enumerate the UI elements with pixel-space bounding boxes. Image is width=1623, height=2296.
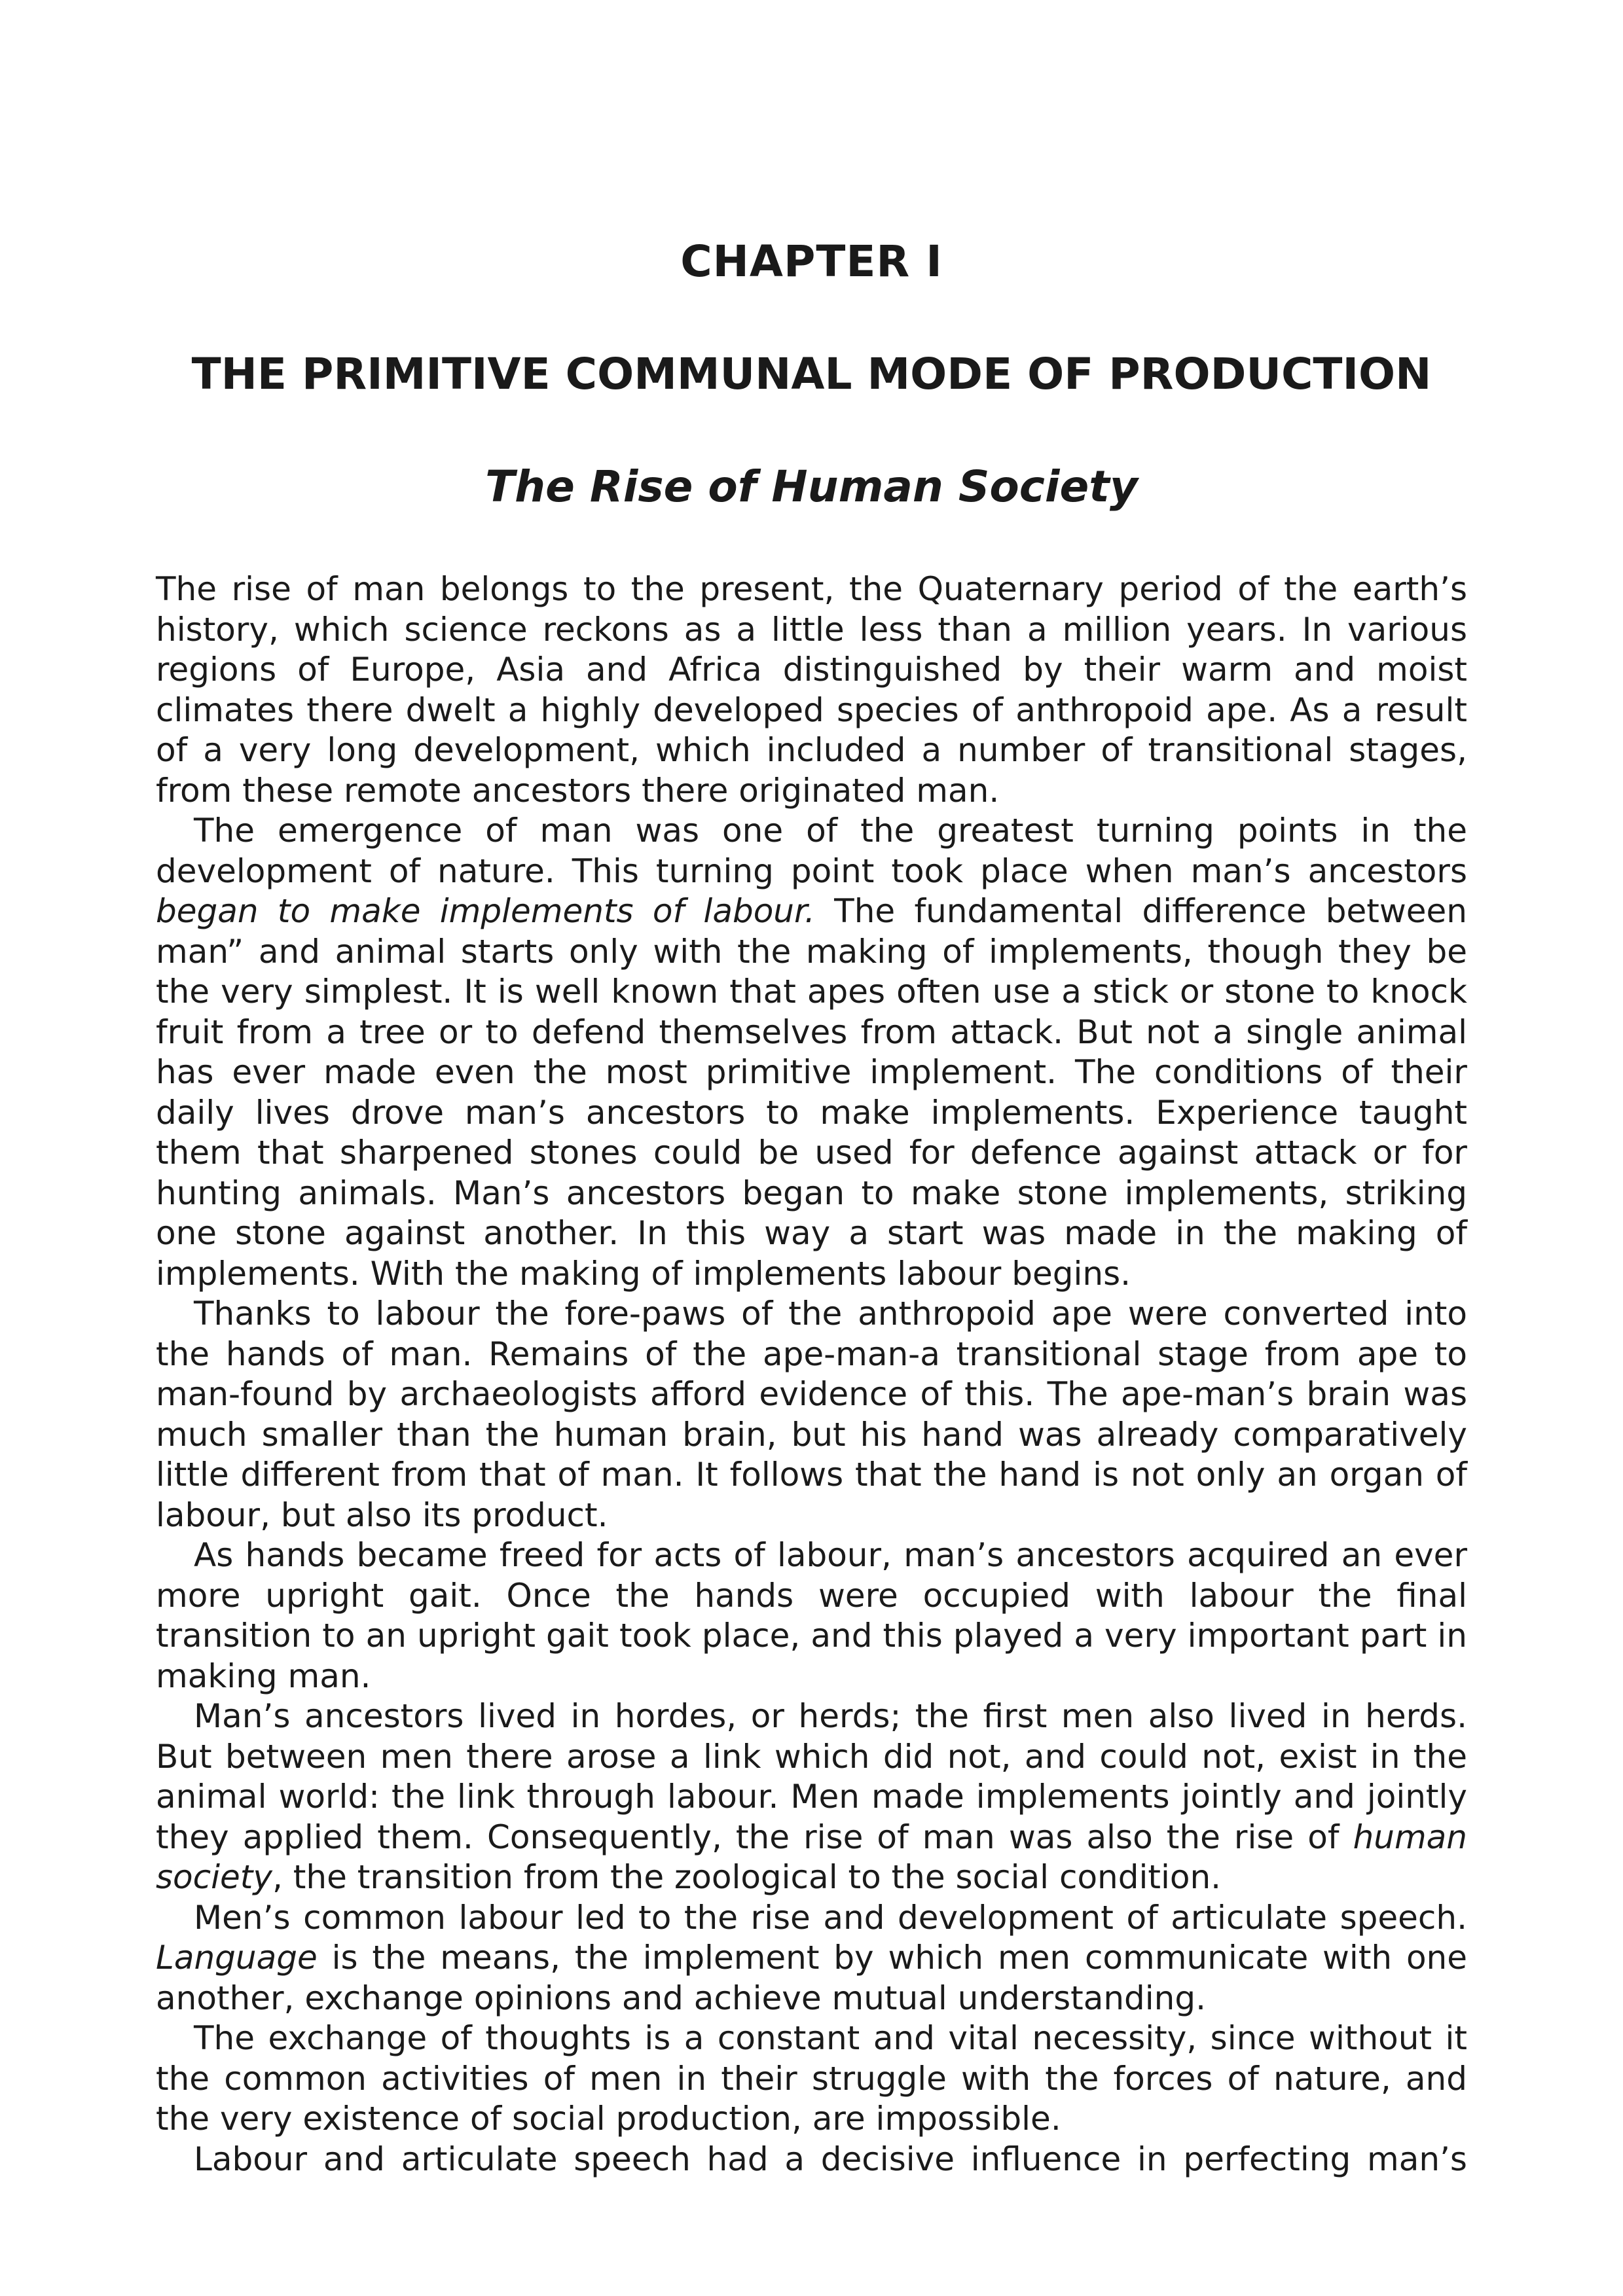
page bbox=[156, 236, 1467, 2179]
chapter-title: THE PRIMITIVE COMMUNAL MODE OF PRODUCTION bbox=[191, 349, 1432, 399]
paragraph-6 bbox=[156, 1898, 1467, 2019]
paragraph-6-text-a: Men’s common labour led to the rise and development of articulate speech. bbox=[194, 1898, 1467, 1937]
paragraph-7: The exchange of thoughts is a constant and vital necessity, since without it the common activities of men in their struggle with the forces of nature, and the very existence of social production, are impossible. bbox=[156, 2019, 1467, 2138]
chapter-label: CHAPTER I bbox=[680, 236, 943, 287]
paragraph-5-text-a: Man’s ancestors lived in hordes, or herds; the first men also lived in herds. But between men there arose a link which did not, and could not, exist in the animal world: the link through labour. Men made implements jointly and jointly they applied them. Consequently, the rise of man was also the rise of bbox=[156, 1697, 1467, 1856]
paragraph-5-emphasis: human society bbox=[156, 1818, 1467, 1896]
paragraph-2 bbox=[156, 811, 1467, 1294]
paragraph-8: Labour and articulate speech had a decisive influence in perfecting man’s bbox=[194, 2140, 1467, 2178]
paragraph-4: As hands became freed for acts of labour, man’s ancestors acquired an ever more upright gait. Once the hands were occupied with labour the final transition to an upright gait took place, and this played a very important part in making man. bbox=[156, 1536, 1467, 1695]
paragraph-2-text-a: The emergence of man was one of the greatest turning points in the development of nature. This turning point took place when man’s ancestors bbox=[156, 812, 1467, 890]
paragraph-3: Thanks to labour the fore-paws of the anthropoid ape were converted into the hands of man. Remains of the ape-man-a transitional stage from ape to man-found by archaeologists afford evidence of this. The ape-man’s brain was much smaller than the human brain, but his hand was already comparatively little different from that of man. It follows that the hand is not only an organ of labour, but also its product. bbox=[156, 1295, 1467, 1534]
paragraph-6-emphasis: Language bbox=[156, 1939, 318, 1977]
paragraph-1: The rise of man belongs to the present, the Quaternary period of the earth’s history, which science reckons as a little less than a million years. In various regions of Europe, Asia and Africa distinguished by their warm and moist climates there dwelt a highly developed species of anthropoid ape. As a result of a very long development, which included a number of transitional stages, from these remote ancestors there originated man. bbox=[156, 570, 1467, 810]
paragraph-6-text-b: is the means, the implement by which men communicate with one another, exchange opinions and achieve mutual understanding. bbox=[156, 1939, 1467, 2017]
section-title: The Rise of Human Society bbox=[485, 461, 1138, 512]
paragraph-2-emphasis: began to make implements of labour. bbox=[156, 892, 815, 930]
paragraph-5-text-b: , the transition from the zoological to the social condition. bbox=[272, 1858, 1222, 1896]
body-text bbox=[156, 569, 1467, 2179]
paragraph-5 bbox=[156, 1696, 1467, 1898]
paragraph-2-text-b: The fundamental difference between man” and animal starts only with the making of implements, though they be the very simplest. It is well known that apes often use a stick or stone to knock fruit from a tree or to defend themselves from attack. But not a single animal has ever made even the most primitive implement. The conditions of their daily lives drove man’s ancestors to make implements. Experience taught them that sharpened stones could be used for defence against attack or for hunting animals. Man’s ancestors began to make stone implements, striking one stone against another. In this way a start was made in the making of implements. With the making of implements labour begins. bbox=[156, 892, 1467, 1293]
